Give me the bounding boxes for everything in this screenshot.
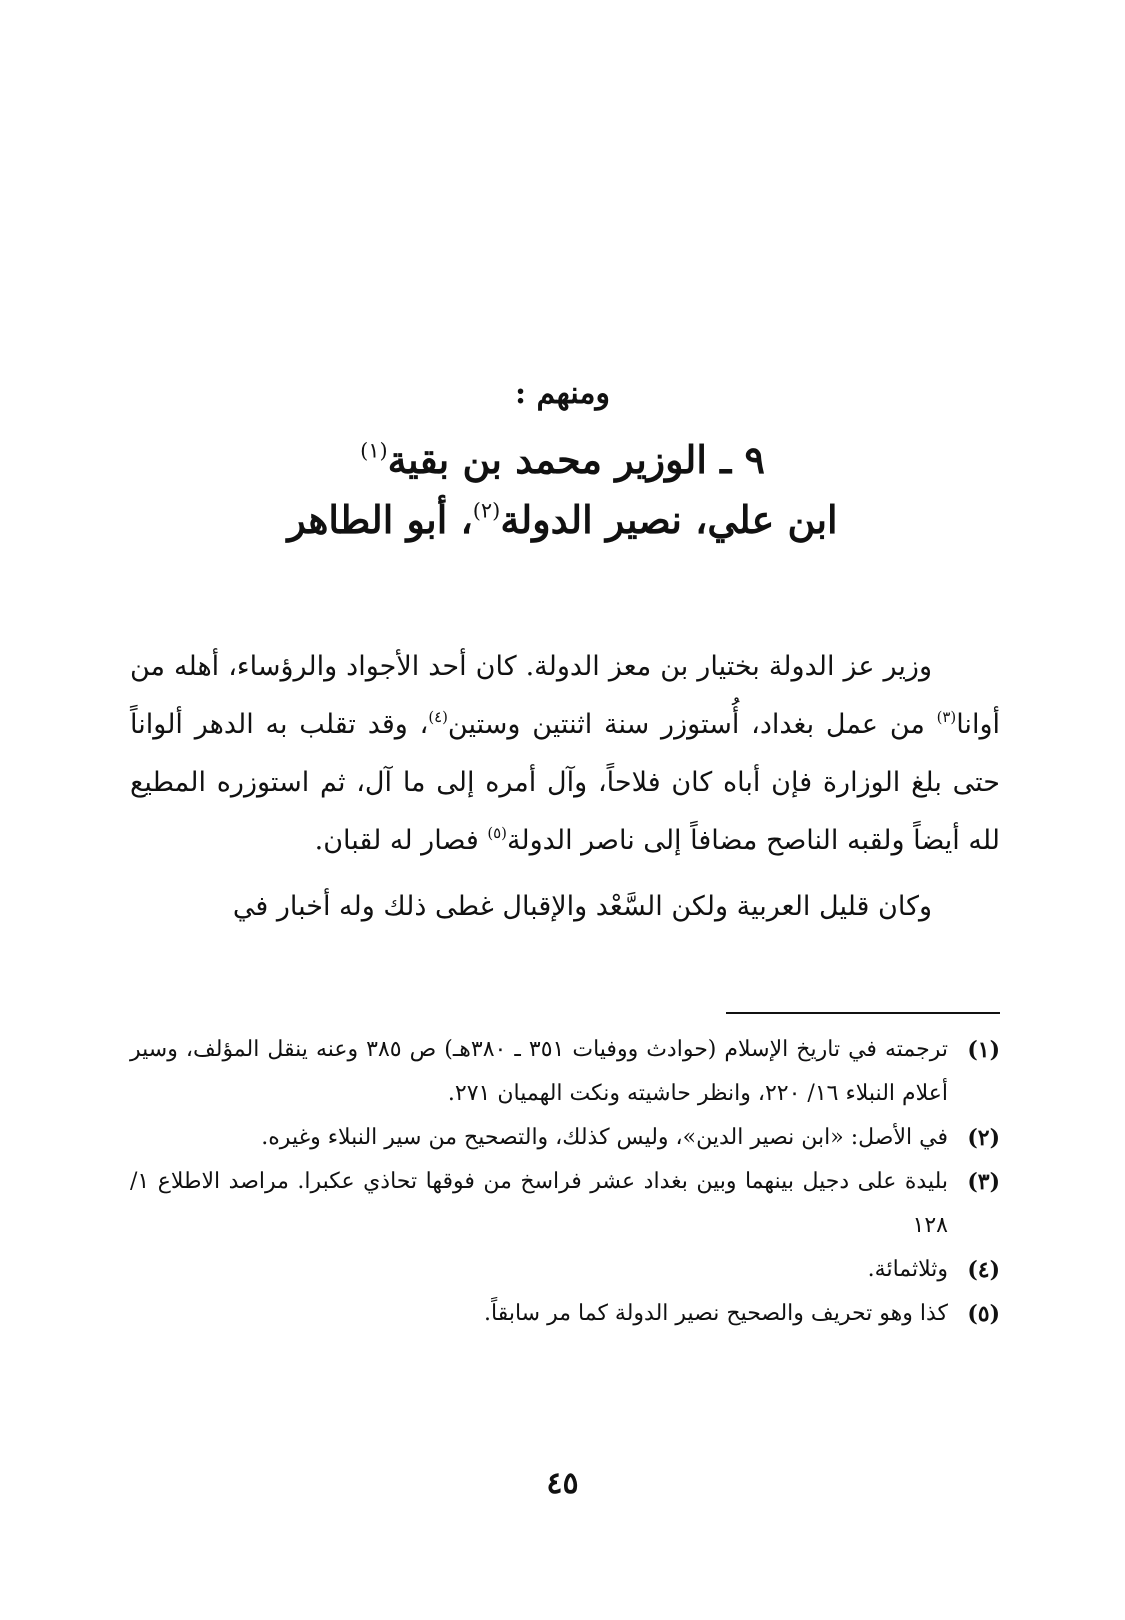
paragraph-1-part-3: ، وقد تقلب به الدهر ألواناً حتى بلغ الوزارة فإن أباه كان فلاحاً، وآل أمره إلى ما آل، ثم استوزره المطيع لله أيضاً ولقبه الناصح مضافاً إلى ناصر الدولة: [130, 709, 1000, 856]
page-number: ٤٥: [546, 1466, 579, 1501]
heading-subtitle-tail: ، أبو الطاهر: [287, 497, 473, 542]
paragraph-1-part-4: فصار له لقبان.: [314, 825, 488, 856]
footnote-text: كذا وهو تحريف والصحيح نصير الدولة كما مر سابقاً.: [484, 1301, 948, 1326]
body-text: [130, 638, 1000, 936]
footnote-number: (٣): [967, 1169, 1000, 1195]
footnote-text: في الأصل: «ابن نصير الدين»، وليس كذلك، والتصحيح من سير النبلاء وغيره.: [261, 1125, 948, 1150]
heading-intro: ومنهم :: [515, 376, 610, 411]
footnote-text: بليدة على دجيل بينهما وبين بغداد عشر فراسخ من فوقها تحاذي عكبرا. مراصد الاطلاع ١/ ١٢٨: [130, 1169, 948, 1238]
footnote-ref-1: (١): [360, 438, 388, 463]
footnote-number: (٤): [967, 1257, 1000, 1283]
heading-title-line-1: [120, 430, 1005, 490]
footnote-item: [130, 1292, 1000, 1336]
paragraph-1-part-1: وزير عز الدولة بختيار بن معز الدولة. كان أحد الأجواد والرؤساء، أهله من أوانا: [130, 651, 1000, 740]
footnote-number: (٥): [967, 1301, 1000, 1327]
footnote-ref-4: (٤): [428, 707, 448, 726]
footnote-item: [130, 1160, 1000, 1248]
footnote-number: (١): [967, 1037, 1000, 1063]
footnote-item: [130, 1116, 1000, 1160]
footnote-ref-5: (٥): [487, 823, 507, 842]
footnote-item: [130, 1028, 1000, 1116]
footnote-ref-3: (٣): [936, 707, 957, 726]
footnote-number: (٢): [967, 1125, 1000, 1151]
heading-title-line-2: [120, 490, 1005, 550]
footnote-ref-2: (٢): [472, 498, 501, 523]
footnote-divider: [726, 1012, 1000, 1014]
heading-subtitle-text: ابن علي، نصير الدولة: [500, 497, 838, 542]
entry-heading: [120, 372, 1005, 550]
heading-title-text: ٩ ـ الوزير محمد بن بقية: [387, 437, 765, 482]
paragraph-2: وكان قليل العربية ولكن السَّعْد والإقبال غطى ذلك وله أخبار في: [232, 891, 932, 922]
footnote-text: وثلاثمائة.: [867, 1257, 948, 1282]
footnote-item: [130, 1248, 1000, 1292]
paragraph-1-part-2: من عمل بغداد، أُستوزر سنة اثنتين وستين: [447, 709, 937, 740]
footnote-text: ترجمته في تاريخ الإسلام (حوادث ووفيات ٣٥١ ـ ٣٨٠هـ) ص ٣٨٥ وعنه ينقل المؤلف، وسير أعلام النبلاء ١٦/ ٢٢٠، وانظر حاشيته ونكت الهميان ٢٧١.: [130, 1037, 948, 1106]
footnotes: [130, 1028, 1000, 1336]
paragraph-1: [130, 638, 1000, 870]
